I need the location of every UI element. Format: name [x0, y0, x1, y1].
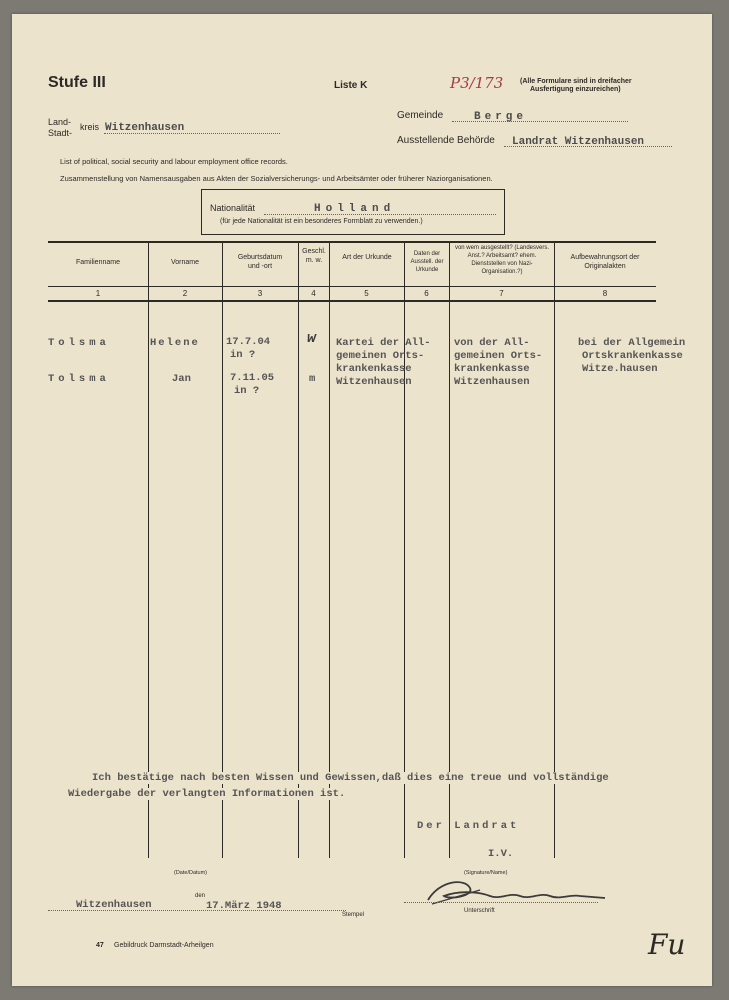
landkreis-label-top: Land- [48, 117, 72, 127]
family-name-cell: Tolsma [48, 373, 110, 385]
handwritten-initials: Fu [648, 928, 686, 961]
family-name-cell: Tolsma [48, 337, 110, 349]
header-family-name: Familienname [76, 259, 120, 266]
column-number: 6 [424, 289, 429, 298]
gemeinde-value: Berge [474, 111, 528, 123]
column-number: 1 [95, 289, 101, 298]
issuer-cell: Witzenhausen [454, 376, 530, 388]
birth-date-cell: 17.7.04 [226, 336, 271, 348]
column-number: 2 [182, 289, 188, 298]
doc-type-cell: gemeinen Orts- [336, 350, 425, 362]
storage-cell: bei der Allgemein [578, 337, 686, 349]
handwritten-signature [420, 870, 610, 910]
stamp-number: P3/173 [450, 74, 504, 92]
column-number: 4 [311, 289, 316, 298]
header-issuer: von wem ausgestellt? (Landesvers. Anst.? Arbeitsamt? ehem. Dienststellen von Nazi-Organisation.?) [454, 245, 550, 275]
behoerde-value: Landrat Witzenhausen [512, 136, 645, 148]
header-given-name: Vorname [170, 259, 200, 266]
stage-title: Stufe III [48, 74, 106, 91]
header-issue-date: Daten der Ausstell. der Urkunde [410, 251, 444, 273]
nationality-label: Nationalität [210, 203, 256, 213]
given-name-cell: Jan [172, 373, 191, 385]
issuer-cell: von der All- [454, 337, 530, 349]
doc-type-cell: krankenkasse [336, 363, 412, 375]
header-sex: Geschl. m. w. [302, 248, 326, 264]
header-doc-type: Art der Urkunde [342, 254, 392, 261]
nationality-box [201, 189, 505, 235]
authority-name: Der Landrat [417, 820, 520, 832]
birth-place-cell: in ? [234, 385, 260, 397]
behoerde-label: Ausstellende Behörde [397, 135, 495, 146]
nationality-value: Holland [314, 203, 396, 215]
confirmation-line2: Wiedergabe der verlangten Informationen ist. [68, 788, 346, 800]
header-storage: Aufbewahrungsort der Originalakten [570, 254, 640, 270]
landkreis-label-bottom: Stadt- [48, 128, 73, 138]
given-name-cell: Helene [150, 337, 200, 349]
form-sheet [12, 14, 712, 986]
gemeinde-label: Gemeinde [397, 110, 444, 121]
form-note-line1: (Alle Formulare sind in dreifacher [520, 78, 632, 85]
den-label: den [195, 893, 206, 899]
doc-type-cell: Witzenhausen [336, 376, 412, 388]
storage-cell: Ortskrankenkasse [582, 350, 683, 362]
date-value: 17.März 1948 [206, 900, 282, 912]
issuer-cell: krankenkasse [454, 363, 530, 375]
sex-cell: w [307, 330, 317, 347]
signature-label: (Signature/Name) [464, 870, 508, 876]
column-number: 5 [364, 289, 369, 298]
sign-label: Unterschrift [464, 908, 495, 914]
place-value: Witzenhausen [76, 899, 152, 911]
header-birth: Geburtsdatum und -ort [237, 254, 283, 270]
printer-number: 47 [96, 942, 104, 949]
column-number: 7 [499, 289, 504, 298]
authority-iv: I.V. [488, 848, 514, 860]
nationality-note: (für jede Nationalität ist ein besonderes Formblatt zu verwenden.) [220, 218, 423, 225]
date-label: (Date/Datum) [174, 870, 208, 876]
landkreis-suffix: kreis [80, 122, 100, 132]
description-english: List of political, social security and labour employment office records. [60, 157, 288, 166]
issuer-cell: gemeinen Orts- [454, 350, 543, 362]
birth-place-cell: in ? [230, 349, 256, 361]
printer-name: Gebildruck Darmstadt-Arheilgen [114, 942, 214, 949]
description-german: Zusammenstellung von Namensausgaben aus Akten der Sozialversicherungs- und Arbeitsämter oder früherer Naziorganisationen. [60, 174, 493, 183]
birth-date-cell: 7.11.05 [230, 372, 275, 384]
sex-cell: m [309, 373, 316, 385]
confirmation-line1: Ich bestätige nach besten Wissen und Gewissen,daß dies eine treue und vollständige [92, 772, 609, 784]
landkreis-value: Witzenhausen [105, 122, 185, 134]
doc-type-cell: Kartei der All- [336, 337, 431, 349]
storage-cell: Witze.hausen [582, 363, 658, 375]
column-number: 3 [257, 289, 263, 298]
form-note-line2: Ausfertigung einzureichen) [530, 86, 621, 93]
stamp-label: Stempel [342, 912, 365, 918]
list-title: Liste K [334, 80, 368, 91]
column-number: 8 [602, 289, 608, 298]
